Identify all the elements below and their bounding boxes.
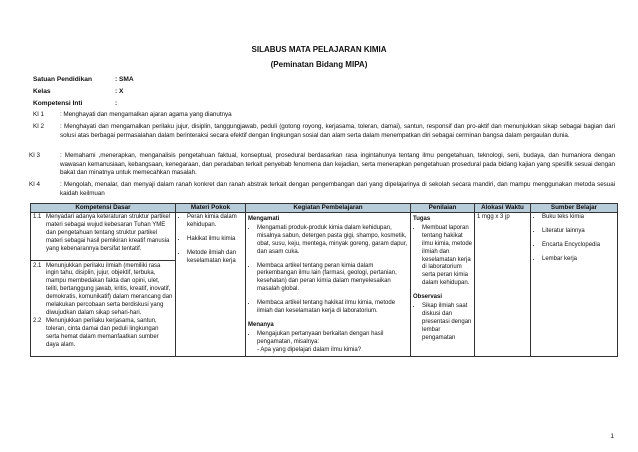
kd-item	[33, 214, 173, 256]
ki-item	[33, 123, 615, 140]
kd-item	[33, 318, 173, 350]
list-item: • Lembar kerja	[542, 256, 615, 264]
ki-item	[29, 181, 615, 198]
ki-label: KI 4	[29, 181, 41, 188]
list-item: • Peran kimia dalam kehidupan.	[187, 214, 243, 230]
ki-item	[29, 152, 615, 178]
list-item: • Encarta Encyclopedia	[542, 242, 615, 250]
list-item: • Hakikat ilmu kimia	[187, 236, 243, 244]
header-penilaian: Penilaian	[411, 204, 475, 213]
observasi-heading: Observasi	[413, 294, 443, 301]
meta-value: :	[115, 100, 118, 107]
list-item: • Mengamati produk-produk kimia dalam kehidupan, misalnya sabun, detergen pasta gigi, shampo, kosmetik, obat, susu, keju, mentega, minyak goreng, garam dapur, dan asam cuka.	[257, 225, 408, 257]
kd-text: Menunjukkan perilaku kerjasama, santun, toleran, cinta damai dan peduli lingkungan serta hemat dalam memanfaatkan sumber daya alam.	[46, 317, 159, 348]
header-materi-pokok: Materi Pokok	[176, 204, 246, 213]
alokasi-cell: 1 mgg x 3 jp	[475, 213, 531, 357]
ki-text: : Memahami ,menerapkan, menganalisis pengetahuan faktual, konseptual, prosedural berdasarkan rasa ingintahunya tentang ilmu pengetahuan, teknologi, seni, budaya, dan humaniora dengan wawasan kemanusiaan, kebangsaan, kenegaraan, dan peradaban terkait penyebab fenomena dan kejadian, serta menerapkan pengetahuan prosedural pada bidang kajian yang spesifik sesuai dengan bakat dan minatnya untuk memecahkan masalah.	[60, 152, 615, 177]
observasi-list	[413, 303, 472, 343]
page-subtitle: (Peminatan Bidang MIPA)	[270, 60, 368, 69]
kd-cell	[31, 213, 176, 357]
penilaian-cell	[411, 213, 475, 357]
list-item: • Mengajukan pertanyaan berkaitan dengan hasil pengamatan, misalnya:	[257, 331, 408, 347]
page-number: 1	[610, 433, 614, 440]
kd-number: 2.1	[33, 262, 42, 269]
kegiatan-cell	[246, 213, 411, 357]
list-item: • Membaca artikel tentang peran kimia dalam perkembangan ilmu lain (farmasi, geologi, pertanian, kesehatan) dan peran kimia dalam menyelesaikan masalah global.	[257, 263, 408, 295]
meta-value: : SMA	[115, 76, 134, 83]
divider	[31, 260, 175, 261]
table-header-row	[31, 204, 618, 213]
page-title: SILABUS MATA PELAJARAN KIMIA	[251, 45, 387, 54]
meta-label: Kompetensi Inti	[33, 100, 83, 107]
meta-row	[33, 88, 123, 95]
list-item: • Buku teks kimia	[542, 214, 615, 222]
ki-text: : Menghayati dan mengamalkan perilaku jujur, disiplin, tanggungjawab, peduli (gotong royong, kerjasama, toleran, damai), santun, responsif dan pro-aktif dan menunjukkan sikap sebagai bagian dari solusi atas berbagai permasalahan dalam berinteraksi secara efektif dengan lingkungan sosial dan alam serta dalam menempatkan diri sebagai cerminan bangsa dalam pergaulan dunia.	[60, 123, 615, 139]
kd-text: Menunjukkan perilaku ilmiah (memiliki rasa ingin tahu, disiplin, jujur, objektif, terbuka, mampu membedakan fakta dan opini, ulet, teliti, bertanggung jawab, kritis, kreatif, inovatif, demokratis, komunikatif) dalam merancang dan melakukan percobaan serta berdiskusi yang diwujudkan dalam sikap sehari-hari.	[46, 262, 173, 316]
mengamati-list	[248, 225, 408, 316]
list-item: • Metode ilmiah dan keselamatan kerja	[187, 250, 243, 266]
list-item: • Sikap ilmiah saat diskusi dan presentasi dengan lembar pengamatan	[422, 303, 472, 343]
header-sumber-belajar: Sumber Belajar	[531, 204, 618, 213]
ki-item	[33, 111, 615, 120]
tugas-list	[413, 225, 472, 288]
menanya-list	[248, 331, 408, 347]
syllabus-table	[30, 203, 618, 357]
kd-text: Menyadari adanya keteraturan struktur partikel materi sebagai wujud kebesaran Tuhan YME dan pengetahuan tentang struktur partikel materi sebagai hasil pemikiran kreatif manusia yang kebenarannya bersifat tentatif.	[46, 214, 171, 252]
list-item: • Literatur lainnya	[542, 228, 615, 236]
materi-list	[178, 214, 243, 266]
header-alokasi-waktu: Alokasi Waktu	[475, 204, 531, 213]
ki-label: KI 3	[29, 152, 41, 159]
header-kompetensi-dasar: Kompetensi Dasar	[31, 204, 176, 213]
meta-row	[33, 100, 117, 107]
mengamati-heading: Mengamati	[248, 216, 280, 222]
tugas-heading: Tugas	[413, 216, 431, 222]
list-item: • Membuat laporan tentang hakikat ilmu kimia, metode ilmiah dan keselamatan kerja di laboratorium serta peran kimia dalam kehidupan.	[422, 225, 472, 288]
ki-text: : Menghayati dan mengamalkan ajaran agama yang dianutnya	[60, 111, 232, 118]
kd-item	[33, 263, 173, 318]
menanya-heading: Menanya	[248, 321, 274, 328]
meta-label: Satuan Pendidikan	[33, 76, 92, 83]
kd-number: 1.1	[33, 214, 42, 220]
sumber-list	[533, 214, 615, 264]
list-item: • Membaca artikel tentang hakikat ilmu kimia, metode ilmiah dan keselamatan kerja di laboratorium.	[257, 300, 408, 316]
meta-row	[33, 76, 134, 83]
materi-cell	[176, 213, 246, 357]
table-row	[31, 213, 618, 357]
menanya-sub-item: - Apa yang dipelajari dalam ilmu kimia?	[257, 346, 362, 353]
ki-label: KI 1	[33, 111, 45, 118]
sumber-cell	[531, 213, 618, 357]
meta-label: Kelas	[33, 88, 51, 95]
meta-value: : X	[115, 88, 124, 95]
ki-text: : Mengolah, menalar, dan menyaji dalam ranah konkret dan ranah abstrak terkait dengan pengembangan dari yang dipelajarinya di sekolah secara mandiri, dan mampu menggunakan metoda sesuai kaidah keilmuan	[60, 181, 615, 197]
header-kegiatan: Kegiatan Pembelajaran	[246, 204, 411, 213]
kd-number: 2.2	[33, 317, 42, 324]
ki-label: KI 2	[33, 123, 45, 130]
